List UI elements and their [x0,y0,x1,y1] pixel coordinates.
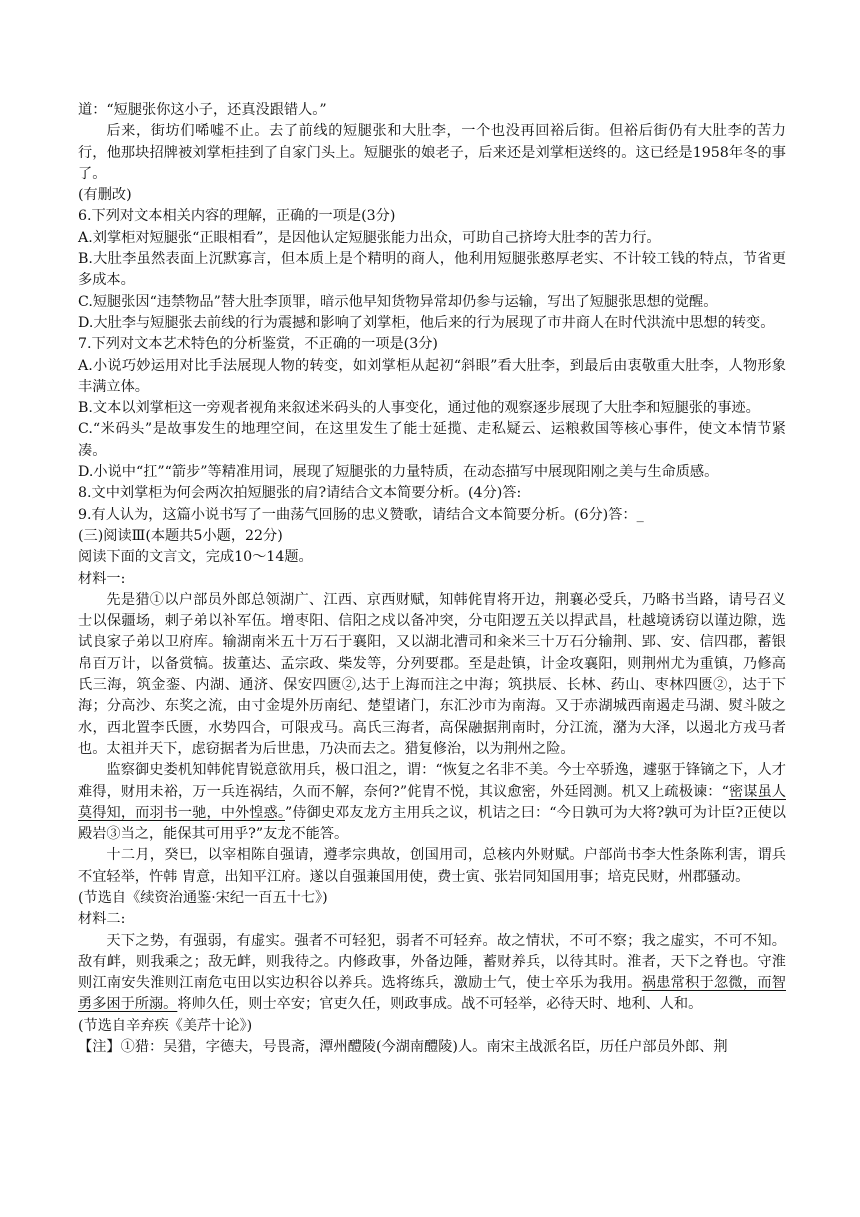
option-7d: D.小说中“扛”“箭步”等精准用词，展现了短腿张的力量特质，在动态描写中展现阳刚之美与生命质感。 [78,464,719,481]
instruction: 阅读下面的文言文，完成10～14题。 [78,549,313,566]
source-1: (节选自《续资治通鉴·宋纪一百五十七》) [78,889,328,906]
option-6d: D.大肚李与短腿张去前线的行为震撼和影响了刘掌柜，他后来的行为展现了市井商人在时代洪流中思想的转变。 [78,314,775,331]
classical-paragraph-1: 先是猎①以户部员外郎总领湖广、江西、京西财赋，知韩侂胄将开边，荆襄必受兵，乃略书当路，请号召义士以保疆场，刺子弟以补军伍。增枣阳、信阳之戍以备冲突，分屯阳逻五关以捍武昌，杜越境诱窃以谨边隙，选试良家子弟以卫府库。输湖南米五十万石于襄阳，又以湖北漕司和籴米三十万石分输荆、郢、安、信四郡，蓄银帛百万计，以备赏犒。拔董达、孟宗政、柴发等，分列要郡。至是赴镇，计金攻襄阳，则荆州尤为重镇，乃修高氏三海，筑金銮、内湖、通济、保安四匮②,达于上海而注之中海；筑拱辰、长林、药山、枣林四匮②，达于下海；分高沙、东奖之流，由寸金堤外历南纪、楚望诸门，东汇沙市为南海。又于赤湖城西南遏走马湖、熨斗陂之水，西北置李氏匮，水势四合，可限戎马。高氏三海者，高保融据荆南时，分江流，潴为大泽，以遏北方戎马者也。太祖并天下，虑窃据者为后世患，乃决而去之。猎复修治，以为荆州之险。 [78,591,786,757]
question-6: 6.下列对文本相关内容的理解，正确的一项是(3分) [78,208,396,225]
paragraph-text: 监察御史娄机知韩侂胄锐意欲用兵，极口沮之，谓：“恢复之名非不美。今士卒骄逸，遽驱于锋镝之下，人才难得，财用未裕，万一兵连祸结，久而不解，奈何?”侂胄不悦，其议愈密，外廷罔测。机又上疏极谏：“ [78,762,786,800]
source-2: (节选自辛弃疾《美芹十论》) [78,1017,253,1034]
annotation: 【注】①猎：吴猎，字德夫，号畏斋，潭州醴陵(今湖南醴陵)人。南宋主战派名臣，历任户部员外郎、荆 [78,1039,728,1056]
paragraph: 后来，街坊们唏嘘不止。去了前线的短腿张和大肚李，一个也没再回裕后街。但裕后街仍有大肚李的苦力行，他那块招牌被刘掌柜挂到了自家门头上。短腿张的娘老子，后来还是刘掌柜送终的。这已经是1958年冬的事了。 [78,123,786,182]
question-9: 9.有人认为，这篇小说书写了一曲荡气回肠的忠义赞歌，请结合文本简要分析。(6分)答：_ [78,506,644,523]
option-7c: C.“米码头”是故事发生的地理空间，在这里发生了能士延揽、走私疑云、运粮救国等核心事件，使文本情节紧凑。 [78,421,786,459]
underlined-sentence: 密谋虽人莫得知，而羽书一驰，中外惶惑。 [78,783,786,821]
section-heading: (三)阅读Ⅲ(本题共5小题，22分) [78,527,283,544]
classical-paragraph-4 [78,931,786,1016]
option-6c: C.短腿张因“违禁物品”替大肚李顶罪，暗示他早知货物异常却仍参与运输，写出了短腿张思想的觉醒。 [78,293,718,310]
underlined-sentence: 祸患常积于忽微，而智勇多困于所溺。 [78,975,786,1013]
classical-paragraph-3: 十二月，癸巳，以宰相陈自强请，遵孝宗典故，创国用司，总核内外财赋。户部尚书李大性条陈利害，谓兵不宜轻举，忤韩 胄意，出知平江府。遂以自强兼国用使，费士寅、张岩同知国用事；培克民财，州郡骚动。 [78,847,786,885]
question-8: 8.文中刘掌柜为何会两次拍短腿张的肩?请结合文本简要分析。(4分)答: [78,485,522,502]
option-6b: B.大肚李虽然表面上沉默寡言，但本质上是个精明的商人，他利用短腿张憨厚老实、不计较工钱的特点，节省更多成本。 [78,251,786,289]
edit-note: (有删改) [78,187,132,204]
question-7: 7.下列对文本艺术特色的分析鉴赏，不正确的一项是(3分) [78,336,438,353]
text-line: 道：“短腿张你这小子，还真没跟错人。” [78,102,327,118]
option-7b: B.文本以刘掌柜这一旁观者视角来叙述米码头的人事变化，通过他的观察逐步展现了大肚李和短腿张的事迹。 [78,400,760,417]
material-2-label: 材料二: [78,911,126,928]
classical-paragraph-2 [78,760,786,845]
material-1-label: 材料一: [78,570,126,587]
paragraph-text: ”侍御史邓友龙方主用兵之议，机诘之曰：“今日孰可为大将?孰可为计臣?正使以殿岩③当之，能保其可用乎?”友龙不能答。 [78,804,786,843]
paragraph-text: 天下之势，有强弱，有虚实。强者不可轻犯，弱者不可轻弃。故之情状，不可不察；我之虚实，不可不知。敌有衅，则我乘之；敌无衅，则我待之。内修政事，外备边陲，蓄财养兵，以待其时。淮者，天下之脊也。守淮则江南安失淮则江南危屯田以实边积谷以养兵。选将练兵，激励士气，使士卒乐为我用。 [78,932,786,992]
option-7a: A.小说巧妙运用对比手法展现人物的转变，如刘掌柜从起初“斜眼”看大肚李，到最后由衷敬重大肚李，人物形象丰满立体。 [78,357,786,395]
paragraph-text: 将帅久任，则士卒安；官吏久任，则政事成。战不可轻举，必待天时、地利、人和。 [177,996,703,1013]
option-6a: A.刘掌柜对短腿张“正眼相看”，是因他认定短腿张能力出众，可助自己挤垮大肚李的苦力行。 [78,229,661,246]
